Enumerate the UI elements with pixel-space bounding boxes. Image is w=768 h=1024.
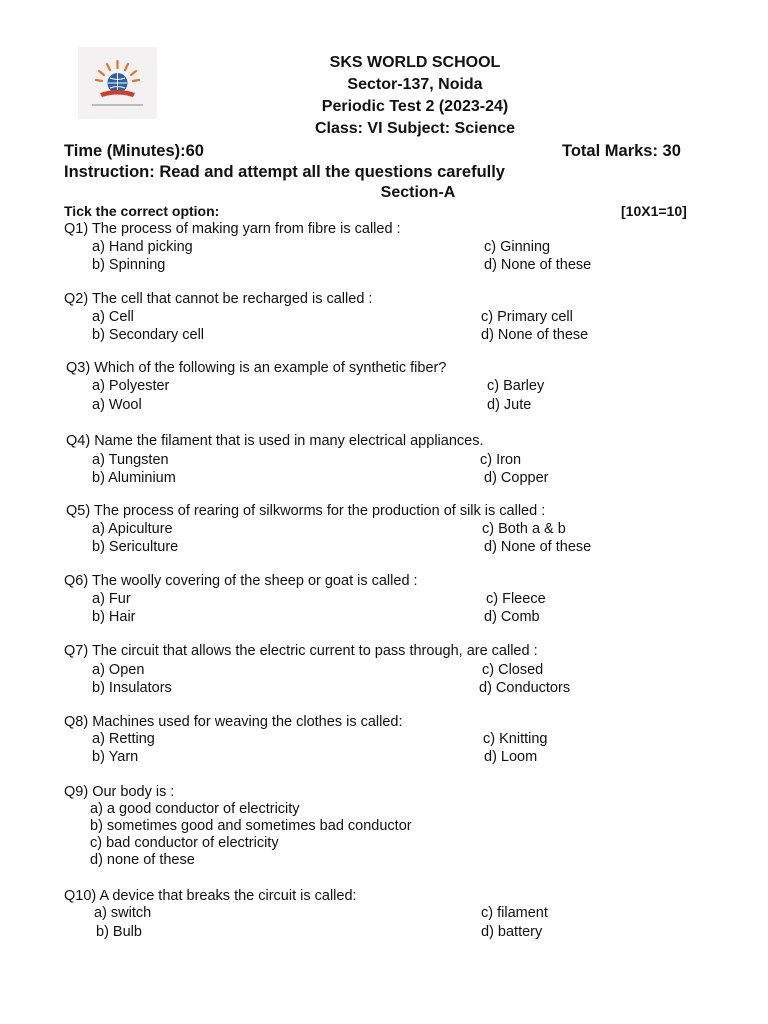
q4-option-b: b) Aluminium bbox=[92, 470, 176, 486]
total-marks: Total Marks: 30 bbox=[562, 142, 681, 160]
section-marks: [10X1=10] bbox=[621, 203, 687, 219]
q8-option-c: c) Knitting bbox=[483, 731, 548, 747]
q5-option-d: d) None of these bbox=[484, 539, 592, 555]
q6-option-d: d) Comb bbox=[484, 609, 540, 625]
q9-option-d: d) none of these bbox=[90, 852, 195, 868]
section-title: Section-A bbox=[380, 184, 456, 201]
q10-option-b: b) Bulb bbox=[96, 924, 142, 940]
q8-option-b: b) Yarn bbox=[92, 749, 139, 765]
q2-option-c: c) Primary cell bbox=[481, 309, 573, 325]
q1-option-b: b) Spinning bbox=[92, 257, 166, 273]
school-name: SKS WORLD SCHOOL bbox=[329, 54, 501, 71]
q2-option-d: d) None of these bbox=[481, 327, 589, 343]
q3-option-b: a) Wool bbox=[92, 397, 142, 413]
q7-option-c: c) Closed bbox=[482, 662, 544, 678]
q8-option-a: a) Retting bbox=[92, 731, 155, 747]
q6-option-c: c) Fleece bbox=[486, 591, 546, 607]
q10-option-c: c) filament bbox=[481, 905, 548, 921]
q2-option-b: b) Secondary cell bbox=[92, 327, 205, 343]
question-3: Q3) Which of the following is an example of synthetic fiber? bbox=[66, 360, 447, 376]
q3-option-d: d) Jute bbox=[487, 397, 532, 413]
instruction: Instruction: Read and attempt all the questions carefully bbox=[64, 163, 505, 181]
q1-option-a: a) Hand picking bbox=[92, 239, 193, 255]
q9-option-b: b) sometimes good and sometimes bad conductor bbox=[90, 818, 412, 834]
q5-option-c: c) Both a & b bbox=[482, 521, 566, 537]
globe-sun-logo-icon bbox=[78, 47, 157, 119]
question-5: Q5) The process of rearing of silkworms for the production of silk is called : bbox=[66, 503, 546, 519]
q6-option-b: b) Hair bbox=[92, 609, 136, 625]
q4-option-c: c) Iron bbox=[480, 452, 522, 468]
q4-option-a: a) Tungsten bbox=[92, 452, 169, 468]
q5-option-b: b) Sericulture bbox=[92, 539, 179, 555]
q5-option-a: a) Apiculture bbox=[92, 521, 173, 537]
q3-option-a: a) Polyester bbox=[92, 378, 170, 394]
time-allowed: Time (Minutes):60 bbox=[64, 142, 204, 160]
q6-option-a: a) Fur bbox=[92, 591, 131, 607]
question-6: Q6) The woolly covering of the sheep or goat is called : bbox=[64, 573, 418, 589]
q7-option-d: d) Conductors bbox=[479, 680, 571, 696]
q9-option-c: c) bad conductor of electricity bbox=[90, 835, 279, 851]
question-4: Q4) Name the filament that is used in many electrical appliances. bbox=[66, 433, 484, 449]
school-logo bbox=[78, 47, 157, 119]
q1-option-d: d) None of these bbox=[484, 257, 592, 273]
test-title: Periodic Test 2 (2023-24) bbox=[321, 98, 509, 115]
q2-option-a: a) Cell bbox=[92, 309, 134, 325]
q7-option-b: b) Insulators bbox=[92, 680, 172, 696]
q4-option-d: d) Copper bbox=[484, 470, 549, 486]
q1-option-c: c) Ginning bbox=[484, 239, 551, 255]
q3-option-c: c) Barley bbox=[487, 378, 545, 394]
school-location: Sector-137, Noida bbox=[347, 76, 483, 93]
q9-option-a: a) a good conductor of electricity bbox=[90, 801, 300, 817]
question-8: Q8) Machines used for weaving the clothes is called: bbox=[64, 714, 403, 730]
class-subject: Class: VI Subject: Science bbox=[314, 120, 516, 137]
question-9: Q9) Our body is : bbox=[64, 784, 175, 800]
question-2: Q2) The cell that cannot be recharged is called : bbox=[64, 291, 373, 307]
q8-option-d: d) Loom bbox=[484, 749, 538, 765]
question-7: Q7) The circuit that allows the electric current to pass through, are called : bbox=[64, 643, 538, 659]
q10-option-d: d) battery bbox=[481, 924, 543, 940]
section-directive: Tick the correct option: bbox=[64, 203, 220, 219]
question-10: Q10) A device that breaks the circuit is called: bbox=[64, 888, 357, 904]
q7-option-a: a) Open bbox=[92, 662, 145, 678]
question-1: Q1) The process of making yarn from fibre is called : bbox=[64, 221, 401, 237]
q10-option-a: a) switch bbox=[94, 905, 152, 921]
